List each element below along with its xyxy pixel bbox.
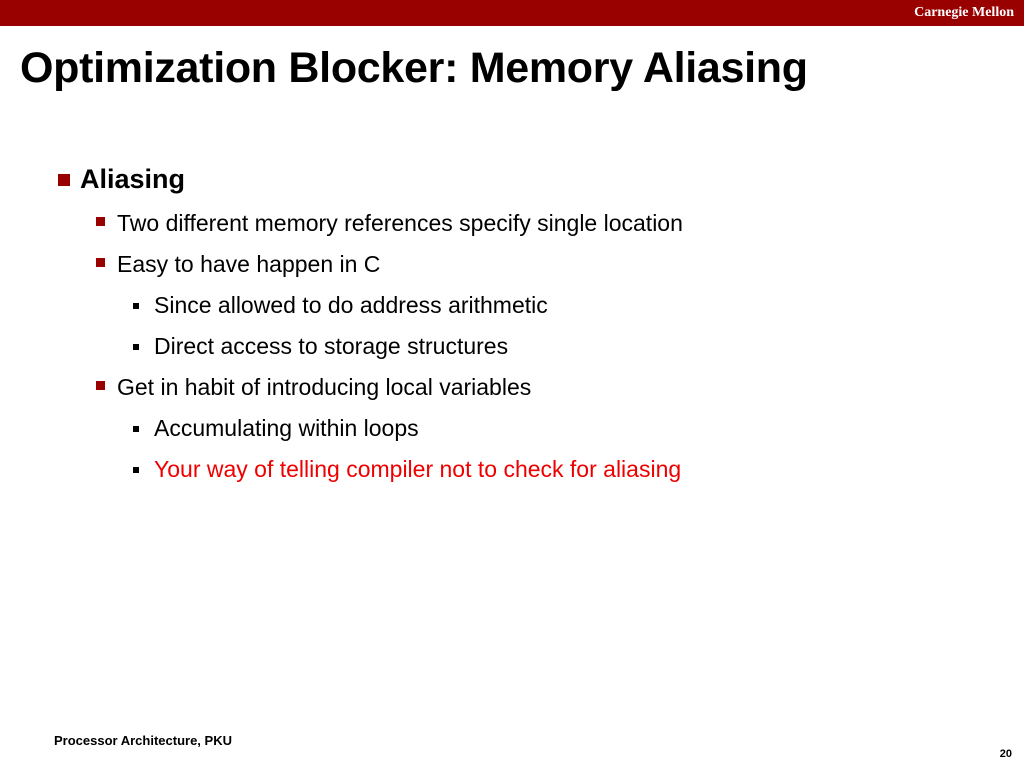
square-bullet-icon bbox=[96, 217, 105, 226]
bullet-direct-access bbox=[133, 331, 508, 361]
bullet-text: Since allowed to do address arithmetic bbox=[154, 292, 548, 318]
bullet-two-references bbox=[96, 208, 683, 238]
square-bullet-icon bbox=[96, 381, 105, 390]
bullet-local-variables bbox=[96, 372, 531, 402]
square-bullet-icon bbox=[96, 258, 105, 267]
bullet-text: Direct access to storage structures bbox=[154, 333, 509, 359]
small-square-bullet-icon bbox=[133, 426, 139, 432]
header-bar bbox=[0, 0, 1024, 26]
square-bullet-icon bbox=[58, 174, 70, 186]
bullet-aliasing bbox=[58, 162, 185, 196]
bullet-text: Easy to have happen in C bbox=[117, 251, 381, 277]
small-square-bullet-icon bbox=[133, 344, 139, 350]
page-number: 20 bbox=[999, 748, 1012, 760]
bullet-text: Accumulating within loops bbox=[154, 415, 419, 441]
bullet-text: Two different memory references specify single location bbox=[117, 210, 683, 236]
slide-title: Optimization Blocker: Memory Aliasing bbox=[20, 44, 808, 92]
bullet-telling-compiler bbox=[133, 454, 681, 484]
small-square-bullet-icon bbox=[133, 467, 139, 473]
bullet-text: Aliasing bbox=[80, 164, 186, 194]
bullet-accumulating bbox=[133, 413, 419, 443]
brand-label: Carnegie Mellon bbox=[914, 5, 1014, 20]
bullet-text: Get in habit of introducing local variables bbox=[117, 374, 532, 400]
small-square-bullet-icon bbox=[133, 303, 139, 309]
bullet-address-arithmetic bbox=[133, 290, 548, 320]
bullet-easy-in-c bbox=[96, 249, 380, 279]
footer-course: Processor Architecture, PKU bbox=[54, 733, 232, 748]
bullet-text: Your way of telling compiler not to check for aliasing bbox=[154, 456, 682, 482]
